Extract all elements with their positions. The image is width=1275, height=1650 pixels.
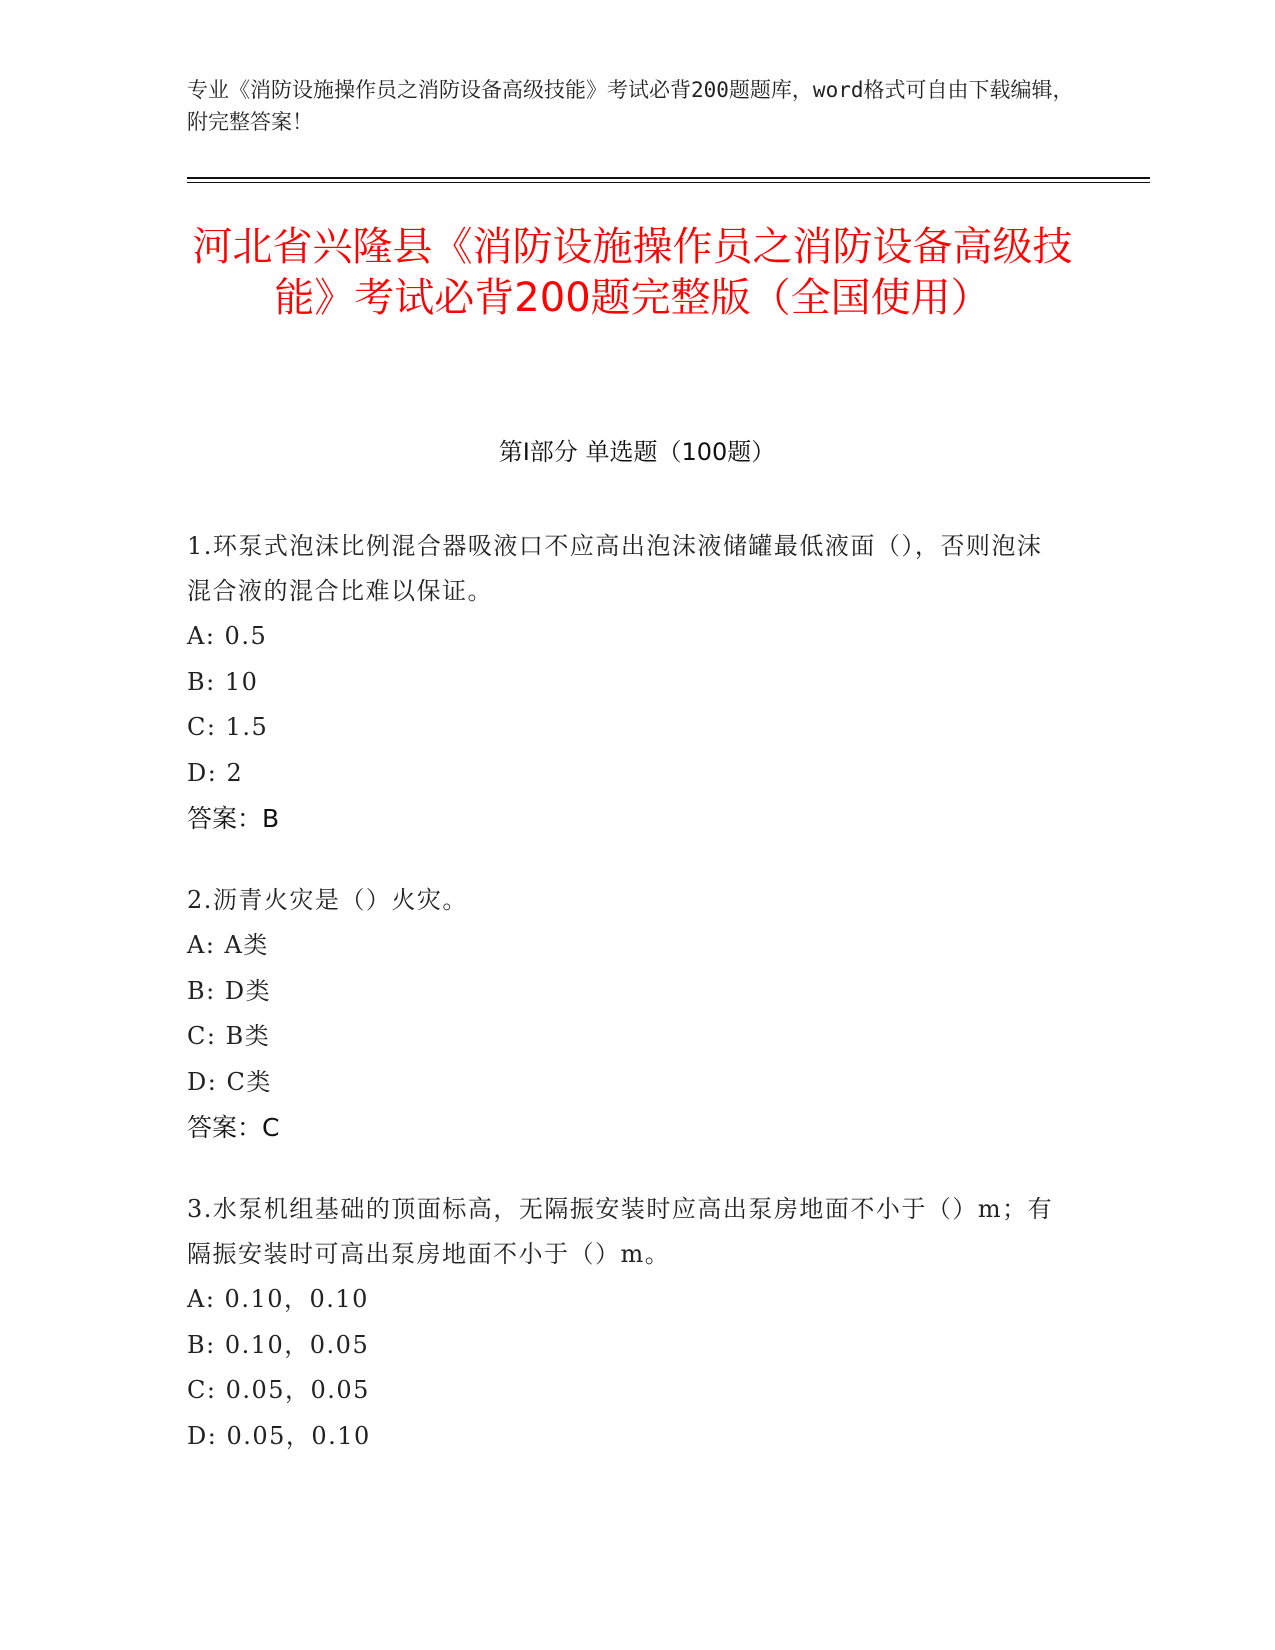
option-c: C: 1.5	[187, 713, 269, 741]
option-b: B: 10	[187, 667, 259, 696]
option-a: A: A类	[187, 931, 269, 959]
option-c: C: 0.05，0.05	[187, 1376, 370, 1404]
answer: 答案：B	[187, 804, 280, 833]
option-b: B: 0.10，0.05	[187, 1330, 370, 1359]
question-stem: 1.环泵式泡沫比例混合器吸液口不应高出泡沫液储罐最低液面（），否则泡沫混合液的混合比难以保证。	[187, 532, 1043, 605]
question-stem: 2.沥青火灾是（）火灾。	[187, 886, 468, 914]
question-stem: 3.水泵机组基础的顶面标高，无隔振安装时应高出泵房地面不小于（）m；有隔振安装时可高出泵房地面不小于（）m。	[187, 1195, 1054, 1268]
question-2	[187, 878, 1067, 1151]
option-c: C: B类	[187, 1022, 271, 1050]
option-a: A: 0.10，0.10	[187, 1285, 369, 1313]
option-b: B: D类	[187, 976, 272, 1005]
header-note: 专业《消防设施操作员之消防设备高级技能》考试必背200题题库，word格式可自由下载编辑，附完整答案！	[187, 78, 1074, 134]
question-3	[187, 1187, 1067, 1459]
section-title: 第I部分 单选题（100题）	[498, 438, 776, 466]
option-d: D: 0.05，0.10	[187, 1421, 371, 1450]
option-d: D: C类	[187, 1067, 272, 1096]
answer: 答案：C	[187, 1113, 280, 1142]
option-d: D: 2	[187, 758, 244, 787]
header-rule-thick	[187, 177, 1150, 179]
option-a: A: 0.5	[187, 622, 268, 650]
question-1	[187, 524, 1067, 842]
document-title: 河北省兴隆县《消防设施操作员之消防设备高级技能》考试必背200题完整版（全国使用）	[192, 224, 1073, 321]
header-rule-thin	[187, 182, 1150, 183]
question-list	[187, 524, 1067, 1495]
